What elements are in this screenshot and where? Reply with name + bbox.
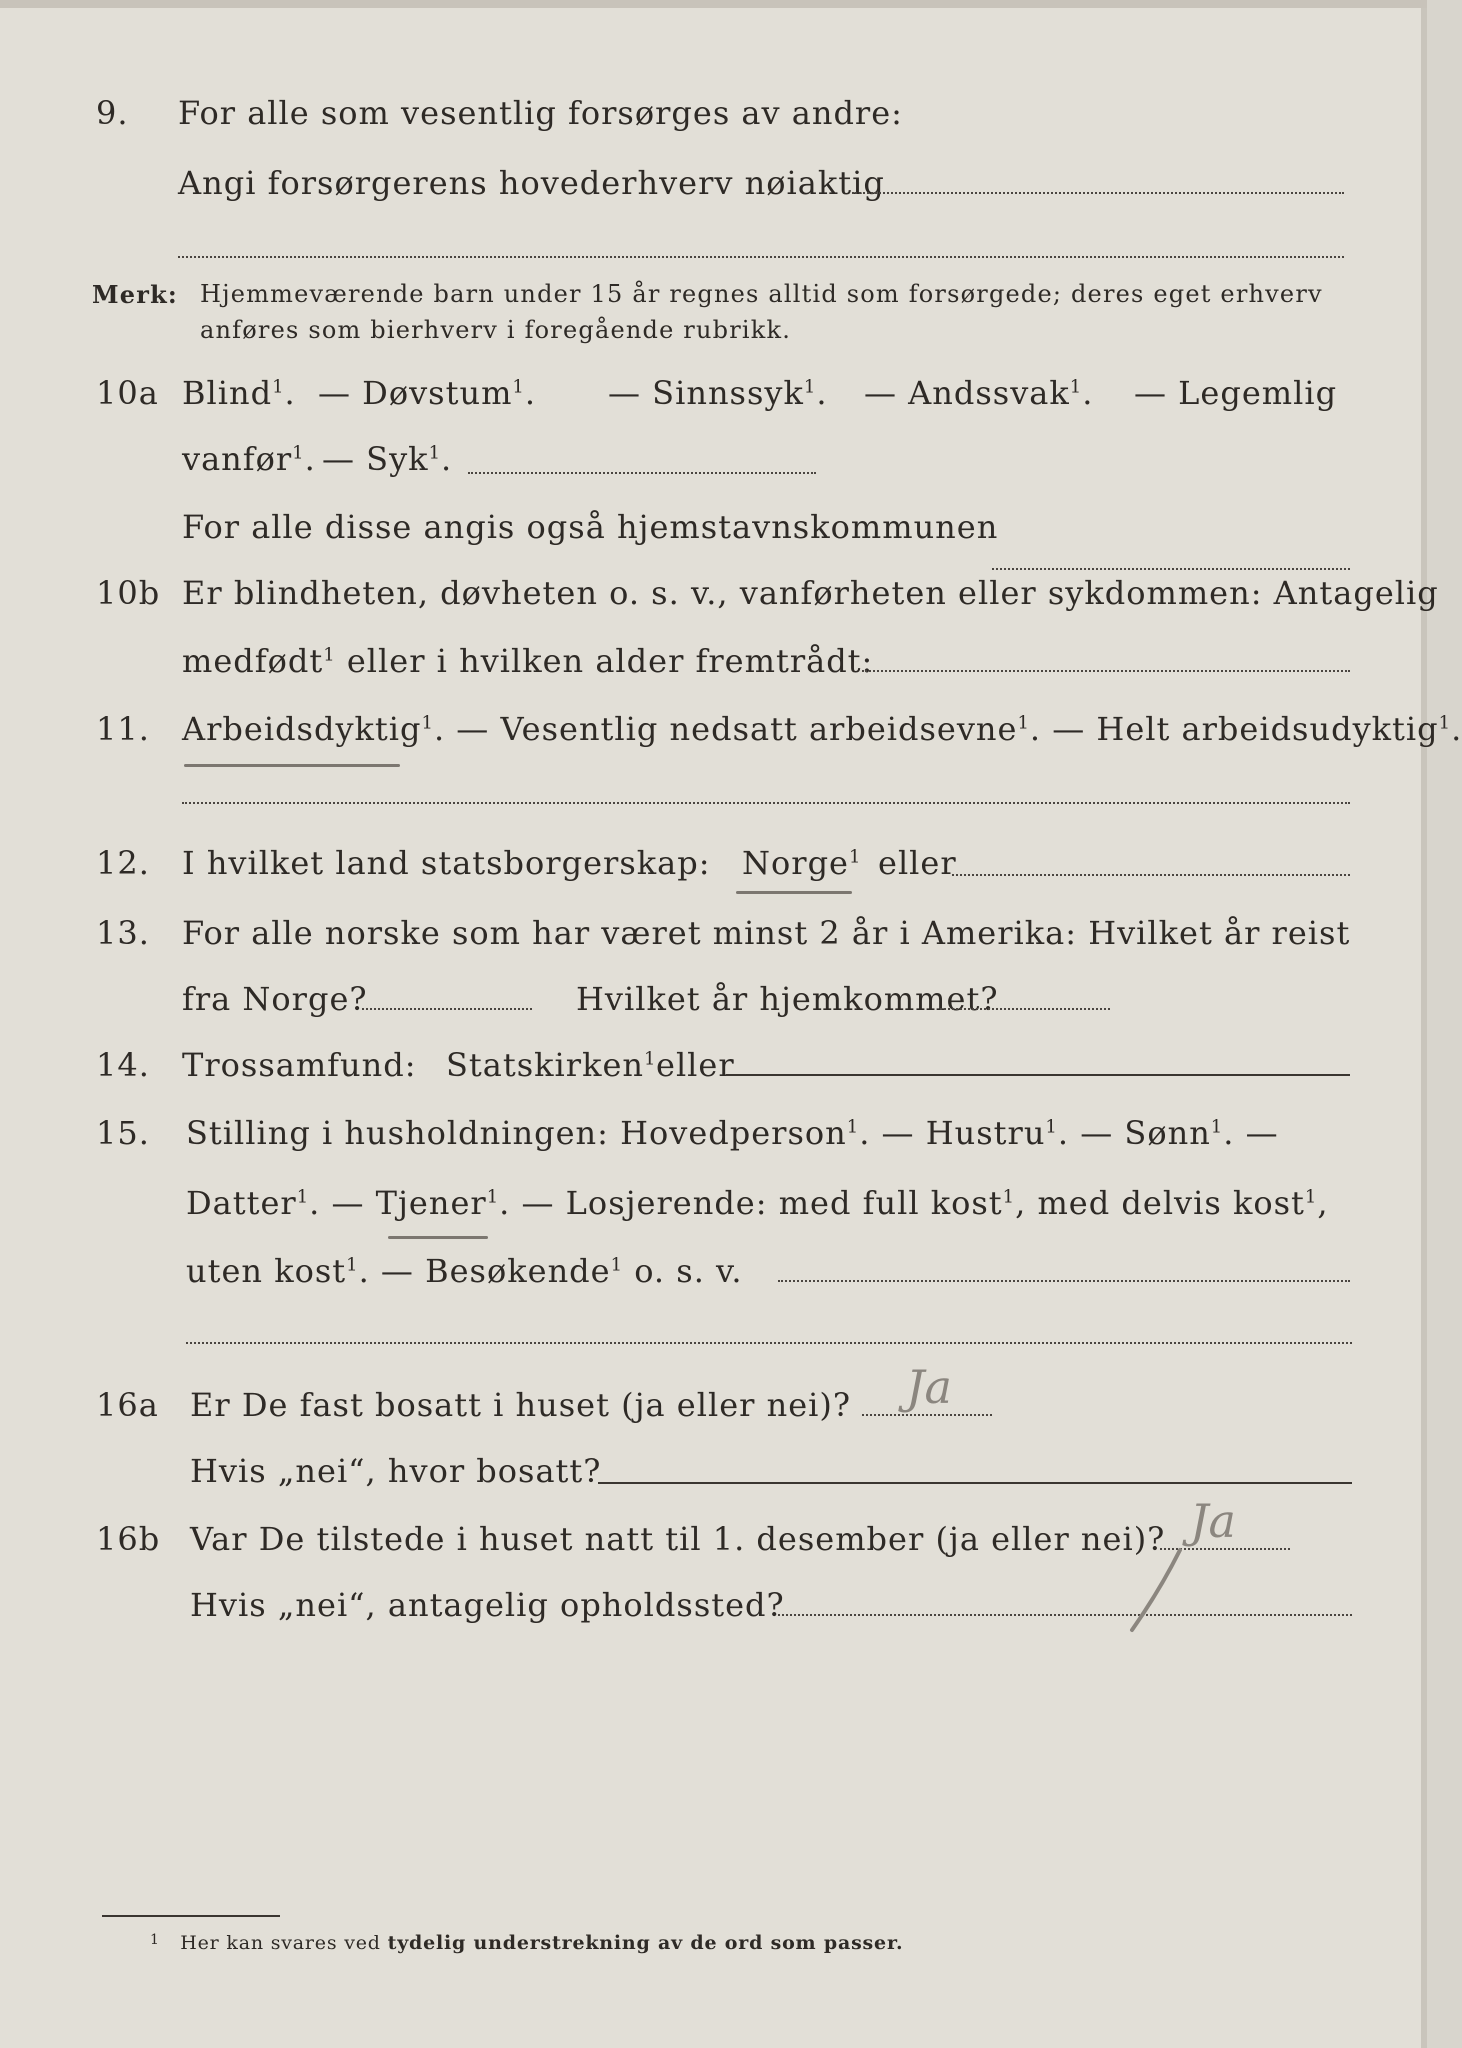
q10a-sinnssyk: — Sinnssyk$^1$. <box>608 374 828 412</box>
q15-number: 15. <box>96 1114 150 1152</box>
q15-answer-line[interactable] <box>778 1280 1350 1282</box>
q15-answer-line-2[interactable] <box>186 1342 1352 1344</box>
q13-line1: For alle norske som har været minst 2 år i Amerika: Hvilket år reist <box>182 914 1351 952</box>
q12-answer-line[interactable] <box>952 874 1350 876</box>
q10a-line3: For alle disse angis også hjemstavnskommunen <box>182 508 999 546</box>
q12-eller: eller <box>878 844 957 882</box>
q10a-hjemstavn-line[interactable] <box>992 568 1350 570</box>
q10b-line2: medfødt$^1$ eller i hvilken alder fremtrådt: <box>182 642 874 680</box>
q14-answer-line[interactable] <box>726 1074 1350 1076</box>
q16b-number: 16b <box>96 1520 161 1558</box>
q12-norge-underline <box>736 891 852 894</box>
q13-hjemkommet: Hvilket år hjemkommet? <box>576 980 999 1018</box>
q16a-bosatt-line[interactable] <box>598 1482 1352 1484</box>
q15-line2: Datter$^1$. — Tjener$^1$. — Losjerende: med full kost$^1$, med delvis kost$^1$, <box>186 1184 1329 1222</box>
q15-line3: uten kost$^1$. — Besøkende$^1$ o. s. v. <box>186 1252 743 1290</box>
q16a-number: 16a <box>96 1386 159 1424</box>
q10a-dovstum: — Døvstum$^1$. <box>318 374 537 412</box>
q10a-vanfor: vanfør$^1$. <box>182 440 316 478</box>
q10b-line1: Er blindheten, døvheten o. s. v., vanførheten eller sykdommen: Antagelig <box>182 574 1439 612</box>
q14-label: Trossamfund: <box>182 1046 417 1084</box>
q12-number: 12. <box>96 844 150 882</box>
q12-norge: Norge$^1$ <box>742 844 862 882</box>
q11-number: 11. <box>96 710 150 748</box>
q11-answer-line[interactable] <box>182 802 1350 804</box>
q10a-andssvak: — Andssvak$^1$. <box>864 374 1094 412</box>
q9-answer-line-2[interactable] <box>178 256 1344 258</box>
merk-line2: anføres som bierhverv i foregående rubrikk. <box>200 316 792 344</box>
q10a-number: 10a <box>96 374 159 412</box>
pen-mark-icon <box>1120 1540 1200 1640</box>
q13-number: 13. <box>96 914 150 952</box>
q16a-answer-line[interactable] <box>862 1414 992 1416</box>
footnote-rule <box>102 1915 280 1917</box>
q10a-blind: Blind$^1$. <box>182 374 296 412</box>
q16a-handwritten-answer: Ja <box>906 1360 952 1414</box>
footnote-pre: Her kan svares ved <box>180 1932 381 1954</box>
q13-reist: fra Norge? <box>182 980 368 1018</box>
q16b-line2: Hvis „nei“, antagelig opholdssted? <box>190 1586 785 1624</box>
q9-number: 9. <box>96 94 129 132</box>
q14-eller: eller <box>656 1046 735 1084</box>
merk-label: Merk: <box>92 280 178 309</box>
q11-text: Arbeidsdyktig$^1$. — Vesentlig nedsatt arbeidsevne$^1$. — Helt arbeidsudyktig$^1$. <box>182 710 1462 748</box>
footnote-bold: tydelig understrekning av de ord som passer. <box>387 1932 904 1954</box>
q10b-answer-line[interactable] <box>862 670 1350 672</box>
footnote <box>150 1932 903 1954</box>
page-top-edge <box>0 0 1427 8</box>
q16a-line2: Hvis „nei“, hvor bosatt? <box>190 1452 602 1490</box>
q16b-handwritten-answer: Ja <box>1190 1494 1236 1548</box>
q9-line1: For alle som vesentlig forsørges av andre: <box>178 94 903 132</box>
q11-arbeidsdyktig-underline <box>184 764 400 767</box>
q12-label: I hvilket land statsborgerskap: <box>182 844 711 882</box>
q15-line1: Stilling i husholdningen: Hovedperson$^1$. — Hustru$^1$. — Sønn$^1$. — <box>186 1114 1279 1152</box>
merk-line1: Hjemmeværende barn under 15 år regnes alltid som forsørgede; deres eget erhverv <box>200 280 1323 308</box>
q14-number: 14. <box>96 1046 150 1084</box>
q16a-line1: Er De fast bosatt i huset (ja eller nei)? <box>190 1386 852 1424</box>
q16b-line1: Var De tilstede i huset natt til 1. desember (ja eller nei)? <box>190 1520 1166 1558</box>
q10a-answer-line[interactable] <box>468 472 816 474</box>
q13-hjemkommet-line[interactable] <box>940 1008 1110 1010</box>
q9-answer-line[interactable] <box>852 192 1344 194</box>
q15-tjener-underline <box>388 1236 488 1239</box>
q13-reist-line[interactable] <box>362 1008 532 1010</box>
q10b-number: 10b <box>96 574 161 612</box>
q14-statskirken: Statskirken$^1$ <box>446 1046 657 1084</box>
q9-line2: Angi forsørgerens hovederhverv nøiaktig <box>178 164 885 202</box>
q10a-legemlig: — Legemlig <box>1134 374 1338 412</box>
footnote-mark: 1 <box>150 1932 160 1948</box>
q16b-opholdssted-line[interactable] <box>778 1614 1352 1616</box>
q10a-syk: — Syk$^1$. <box>322 440 453 478</box>
